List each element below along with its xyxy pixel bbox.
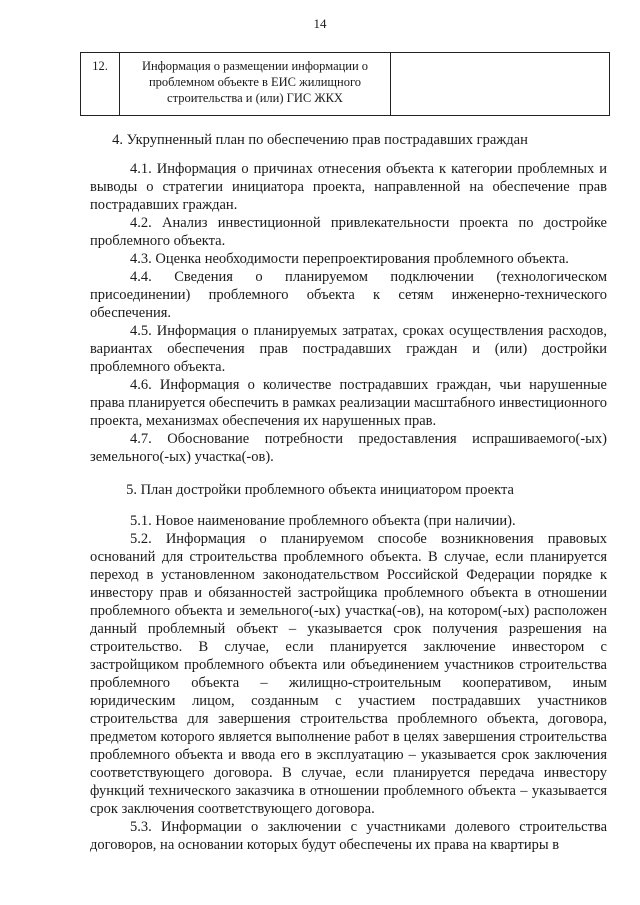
paragraph-4-4: 4.4. Сведения о планируемом подключении (технологическом присоединении) проблемного объекта к сетям инженерно-технического обеспечения. <box>90 269 607 321</box>
paragraph-5-3: 5.3. Информации о заключении с участниками долевого строительства договоров, на основании которых будут обеспечены их права на квартиры в <box>90 819 607 853</box>
section-5-heading: 5. План достройки проблемного объекта инициатором проекта <box>126 482 514 498</box>
section-4-heading: 4. Укрупненный план по обеспечению прав пострадавших граждан <box>112 132 528 148</box>
section-4-body <box>90 160 607 466</box>
paragraph-4-2: 4.2. Анализ инвестиционной привлекательности проекта по достройке проблемного объекта. <box>90 215 607 249</box>
paragraph-4-6: 4.6. Информация о количестве пострадавших граждан, чьи нарушенные права планируется обеспечить в рамках реализации масштабного инвестиционного проекта, механизмах обеспечения их нарушенных прав. <box>90 377 607 429</box>
page-number: 14 <box>313 16 327 31</box>
paragraph-4-1: 4.1. Информация о причинах отнесения объекта к категории проблемных и выводы о стратегии инициатора проекта, направленной на обеспечение прав пострадавших граждан. <box>90 161 607 213</box>
paragraph-4-5: 4.5. Информация о планируемых затратах, сроках осуществления расходов, вариантах обеспечения прав пострадавших граждан и (или) достройки проблемного объекта. <box>90 323 607 375</box>
table-cell-description: Информация о размещении информации о проблемном объекте в ЕИС жилищного строительства и (или) ГИС ЖКХ <box>120 53 391 116</box>
section-5-body <box>90 512 607 854</box>
paragraph-4-3: 4.3. Оценка необходимости перепроектирования проблемного объекта. <box>130 251 569 267</box>
paragraph-5-2: 5.2. Информация о планируемом способе возникновения правовых оснований для строительства проблемного объекта. В случае, если планируется переход в установленном законодательством Российской Федерации порядке к инвестору прав и обязанностей застройщика проблемного объекта в отношении проблемного объекта и земельного(-ых) участка(-ов), на котором(-ых) расположен данный проблемный объект – указывается срок получения разрешения на строительство. В случае, если планируется заключение инвестором с застройщиком проблемного объекта или объединением участников строительства проблемного объекта – жилищно-строительным кооперативом, иным юридическим лицом, созданным с участием пострадавших участников строительства для завершения строительства проблемного объекта, договора, предметом которого является выполнение работ в целях завершения строительства проблемного объекта и ввода его в эксплуатацию – указывается срок заключения соответствующего договора. В случае, если планируется передача инвестору функций технического заказчика в отношении проблемного объекта – указывается срок заключения соответствующего договора. <box>90 531 607 817</box>
paragraph-5-1: 5.1. Новое наименование проблемного объекта (при наличии). <box>130 513 516 529</box>
table-cell-number: 12. <box>81 53 120 116</box>
table-row <box>81 53 610 116</box>
paragraph-4-7: 4.7. Обоснование потребности предоставления испрашиваемого(-ых) земельного(-ых) участка(-ов). <box>90 431 607 465</box>
table-cell-value <box>391 53 610 116</box>
info-table <box>80 52 610 116</box>
